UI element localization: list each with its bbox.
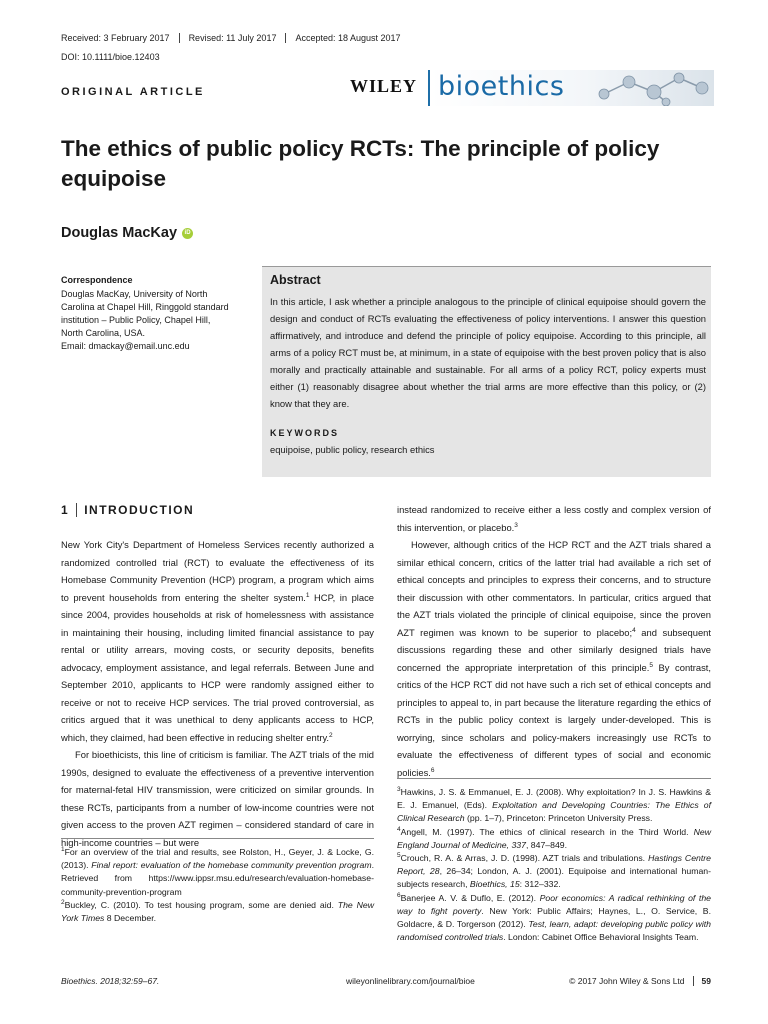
journal-banner bbox=[428, 70, 714, 106]
body-column-right bbox=[397, 501, 711, 781]
author-name: Douglas MacKay bbox=[61, 225, 178, 241]
footnotes-right bbox=[397, 778, 711, 944]
accepted-date: Accepted: 18 August 2017 bbox=[285, 33, 409, 43]
correspondence-line: Douglas MacKay, University of North bbox=[61, 289, 208, 299]
footer-right bbox=[569, 976, 711, 986]
body-column-left bbox=[61, 536, 374, 851]
footnote: $^4$Angell, M. (1997). The ethics of clinical research in the Third World. New England Journal of Medicine, 337, 847–849. bbox=[397, 825, 711, 850]
citation: Bioethics. 2018;32:59–67. bbox=[61, 976, 160, 986]
footnote: $^3$Hawkins, J. S. & Emmanuel, E. J. (2008). Why exploitation? In J. S. Hawkins & E. J. Emanuel, (Eds). Exploitation and Developing Countries: The Ethics of Clinical Research (pp. 1–7), Princeton: Princeton University Press. bbox=[397, 786, 711, 824]
abstract-text: In this article, I ask whether a principle analogous to the principle of clinical equipoise should govern the design and conduct of RCTs evaluating the effectiveness of policy interventions. I answer this question affirmatively, and introduce and defend the principle of policy equipoise. According to this principle, all arms of a policy RCT must be, at minimum, in a state of equipoise with the best proven policy that is also morally and practically attainable and sustainable. For all arms of a policy RCT, policy experts must either (1) reasonably disagree about whether the trial arms are more effective than this policy, or (2) know that they are. bbox=[270, 296, 706, 409]
orcid-icon[interactable]: iD bbox=[182, 228, 193, 239]
paragraph: instead randomized to receive either a less costly and complex version of this intervention, or placebo.$^3$ bbox=[397, 504, 711, 533]
journal-url[interactable]: wileyonlinelibrary.com/journal/bioe bbox=[346, 976, 475, 986]
paragraph: However, although critics of the HCP RCT and the AZT trials shared a similar ethical concern, critics of the latter trial had available a rich set of ethical concepts and principles to express their concerns, and to structure their discussion with other commentators. In particular, critics argued that the AZT trials violated the principle of clinical equipoise, since the proven AZT regimen was known to be superior to placebo;$^4$ and subsequent discussions regarding these and other similarly designed trials have concerned the appropriate interpretation of this principle.$^5$ By contrast, critics of the HCP RCT did not have such a rich set of ethical concepts and principles to appeal to, in part because the literature regarding the ethics of RCTs in the public policy context is largely under-developed. This is worrying, since scholars and policy-makers increasingly use RCTs to evaluate the effectiveness of different types of social and economic policies.$^6$ bbox=[397, 539, 711, 778]
keywords-text: equipoise, public policy, research ethics bbox=[270, 444, 435, 455]
page-number: 59 bbox=[693, 976, 711, 986]
revised-date: Revised: 11 July 2017 bbox=[179, 33, 286, 43]
abstract-heading: Abstract bbox=[270, 273, 321, 287]
footnote-ref[interactable]: 5 bbox=[649, 661, 653, 669]
paragraph: New York City's Department of Homeless Services recently authorized a randomized controlled trial (RCT) to evaluate the effectiveness of its Homebase Community Prevention (HCP) program, a program which aims to prevent households from entering the shelter system.$^1$ HCP, in place since 2004, provides households at risk of homelessness with assistance in maintaining their housing, including limited financial assistance to pay rental or utility arrears, moving costs, or security deposits, benefits advocacy, employment assistance, and legal referrals. Between June and September 2010, applicants to HCP were randomly assigned either to receive or not to receive HCP services. The trial proved controversial, as critics argued that it was unethical to deny applicants access to HCP, which, they claimed, had been effective in reducing shelter entry.$^2$ bbox=[61, 539, 374, 743]
footnote-ref[interactable]: 4 bbox=[632, 626, 636, 634]
correspondence-line: North Carolina, USA. bbox=[61, 328, 146, 338]
journal-logo: bioethics bbox=[438, 71, 565, 102]
section-title: INTRODUCTION bbox=[84, 503, 195, 517]
abstract-box bbox=[262, 266, 711, 477]
correspondence-label: Correspondence bbox=[61, 275, 133, 285]
correspondence-details bbox=[61, 288, 241, 353]
footnotes-left bbox=[61, 838, 374, 925]
article-type: ORIGINAL ARTICLE bbox=[61, 86, 205, 98]
copyright: © 2017 John Wiley & Sons Ltd bbox=[569, 976, 685, 986]
doi: DOI: 10.1111/bioe.12403 bbox=[61, 52, 160, 62]
correspondence-line: institution – Public Policy, Chapel Hill, bbox=[61, 315, 211, 325]
correspondence-email[interactable]: Email: dmackay@email.unc.edu bbox=[61, 341, 190, 351]
article-title: The ethics of public policy RCTs: The principle of policy equipoise bbox=[61, 136, 660, 191]
footnote-ref[interactable]: 6 bbox=[430, 766, 435, 774]
footnote-ref[interactable]: 1 bbox=[305, 591, 310, 599]
molecule-graphic-icon bbox=[584, 70, 714, 106]
keywords-label: KEYWORDS bbox=[270, 428, 340, 438]
footnote-ref[interactable]: 3 bbox=[514, 521, 518, 529]
footnote: $^5$Crouch, R. A. & Arras, J. D. (1998). AZT trials and tribulations. Hastings Centre Report, 28, 26–34; London, A. J. (2001). Equipoise and international human-subjects research, Bioethics, 15: 312–332. bbox=[397, 852, 711, 890]
author bbox=[61, 225, 193, 241]
correspondence-line: Carolina at Chapel Hill, Ringgold standard bbox=[61, 302, 229, 312]
section-number: 1 bbox=[61, 503, 77, 517]
footnote: $^2$Buckley, C. (2010). To test housing program, some are denied aid. The New York Times 8 December. bbox=[61, 898, 375, 924]
section-heading bbox=[61, 503, 194, 517]
footnote-ref[interactable]: 2 bbox=[329, 731, 333, 739]
footnote: $^1$For an overview of the trial and results, see Rolston, H., Geyer, J. & Locke, G. (2013). Final report: evaluation of the homebase community prevention program. Retrieved from https://www.ippsr.msu.edu/research/evaluation-homebase-community-prevention-program bbox=[61, 846, 374, 897]
footnote: $^6$Banerjee A. V. & Duflo, E. (2012). Poor economics: A radical rethinking of the way to fight poverty. New York: Public Affairs; Haynes, L., O. Service, B. Goldacre, & D. Torgerson (2012). Test, learn, adapt: developing public policy with randomised controlled trials. London: Cabinet Office Behavioral Insights Team. bbox=[397, 891, 711, 943]
received-date: Received: 3 February 2017 bbox=[61, 33, 170, 43]
publisher-logo: WILEY bbox=[350, 76, 418, 96]
paragraph: For bioethicists, this line of criticism is familiar. The AZT trials of the mid 1990s, designed to evaluate the effectiveness of a preventive intervention for maternal-fetal HIV transmission, were criticized on similar grounds. In these RCTs, participants from a number of low-income countries were not given access to the proven AZT regimen – considered standard of care in high-income countries – but were bbox=[61, 749, 374, 848]
article-dates bbox=[61, 33, 410, 43]
